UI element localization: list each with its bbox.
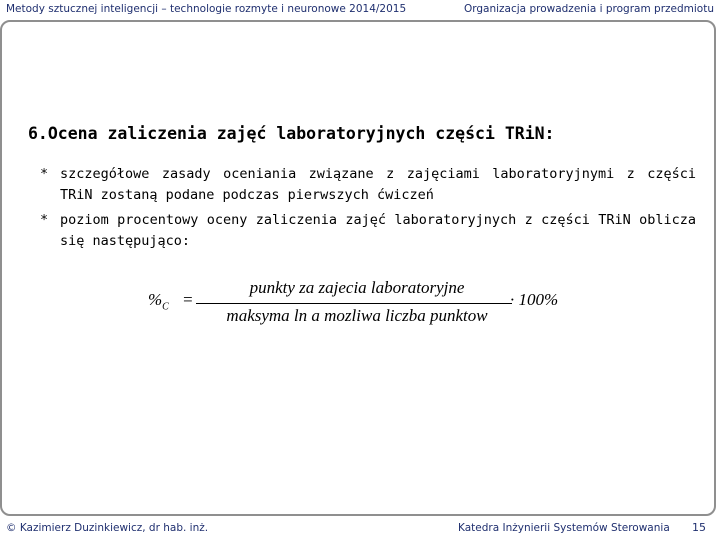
- bullet-list: [40, 164, 696, 256]
- formula-lhs: [148, 290, 169, 312]
- slide-frame: [0, 20, 716, 516]
- section-title: Organizacja prowadzenia i program przedmiotu: [463, 3, 714, 15]
- formula-equals: =: [182, 290, 194, 309]
- page-number: 15: [692, 521, 706, 534]
- bullet-text: poziom procentowy oceny zaliczenia zajęć laboratoryjnych z części TRiN oblicza się następująco:: [60, 212, 696, 249]
- bullet-marker: *: [40, 212, 49, 228]
- slide-title: 6.Ocena zaliczenia zajęć laboratoryjnych części TRiN:: [28, 124, 555, 143]
- formula-lhs-sub: C: [162, 301, 169, 313]
- list-item: [40, 164, 696, 206]
- formula-numerator: punkty za zajecia laboratoryjne: [249, 278, 465, 297]
- bullet-marker: *: [40, 166, 49, 182]
- department-footer: Katedra Inżynierii Systemów Sterowania: [458, 522, 670, 534]
- list-item: [40, 210, 696, 252]
- formula-lhs-main: %: [148, 290, 163, 309]
- fraction-line: [196, 303, 512, 304]
- course-title: Metody sztucznej inteligencji – technologie rozmyte i neuronowe 2014/2015: [6, 3, 407, 15]
- bullet-text: szczegółowe zasady oceniania związane z zajęciami laboratoryjnymi z części TRiN zostaną podane podczas pierwszych ćwiczeń: [60, 166, 696, 203]
- formula-denominator: maksyma ln a mozliwa liczba punktow: [226, 306, 488, 325]
- author-footer: © Kazimierz Duzinkiewicz, dr hab. inż.: [6, 522, 209, 534]
- formula-multiplier: · 100%: [510, 290, 559, 309]
